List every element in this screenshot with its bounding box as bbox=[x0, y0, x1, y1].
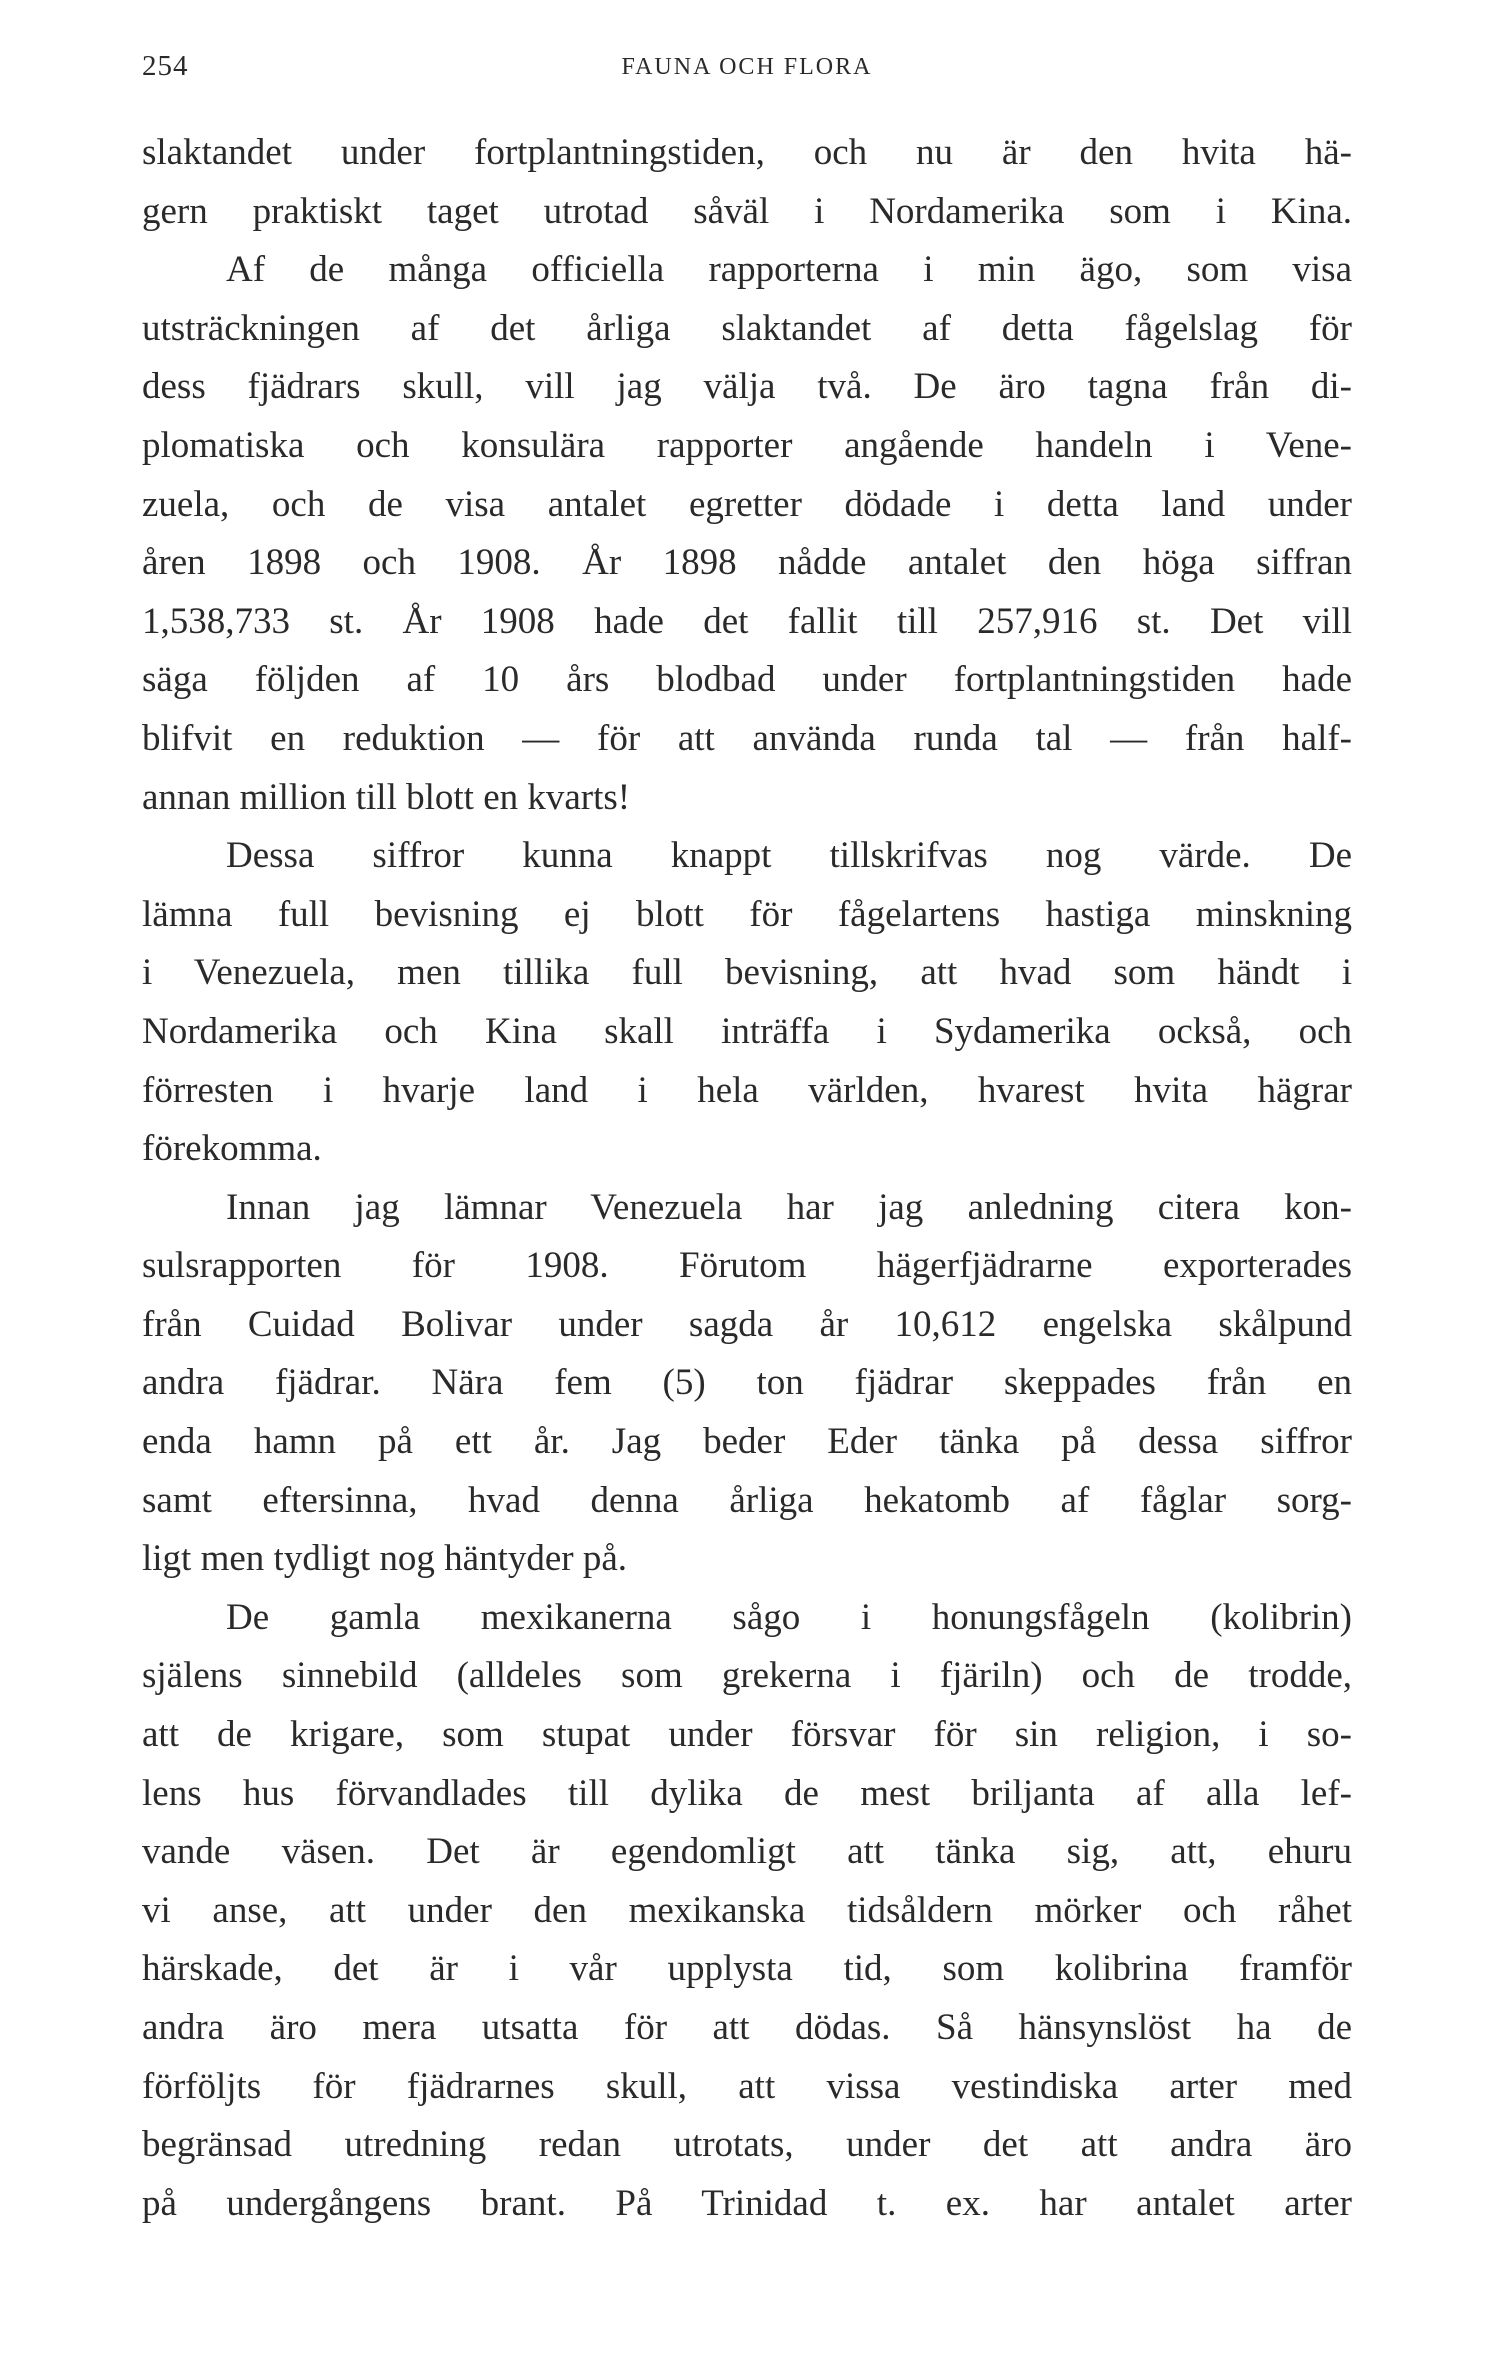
text-line: dess fjädrars skull, vill jag välja två. De äro tagna från di- bbox=[142, 366, 1352, 408]
text-line: utsträckningen af det årliga slaktandet af detta fågelslag för bbox=[142, 307, 1352, 349]
text-line: De gamla mexikanerna sågo i honungsfågeln (kolibrin) bbox=[226, 1596, 1352, 1638]
text-line: 1,538,733 st. År 1908 hade det fallit till 257,916 st. Det vill bbox=[142, 600, 1352, 642]
text-line: plomatiska och konsulära rapporter angående handeln i Vene- bbox=[142, 424, 1352, 466]
text-line: Innan jag lämnar Venezuela har jag anledning citera kon- bbox=[226, 1186, 1352, 1228]
text-line: åren 1898 och 1908. År 1898 nådde antalet den höga siffran bbox=[142, 542, 1352, 584]
text-line: gern praktiskt taget utrotad såväl i Nordamerika som i Kina. bbox=[142, 190, 1352, 232]
text-line: andra äro mera utsatta för att dödas. Så hänsynslöst ha de bbox=[142, 2007, 1352, 2048]
text-line: säga följden af 10 års blodbad under fortplantningstiden hade bbox=[142, 659, 1352, 701]
text-line: annan million till blott en kvarts! bbox=[142, 776, 631, 818]
text-line: att de krigare, som stupat under försvar för sin religion, i so- bbox=[142, 1714, 1352, 1756]
text-line: ligt men tydligt nog häntyder på. bbox=[142, 1538, 628, 1580]
text-line: själens sinnebild (alldeles som grekerna i fjäriln) och de trodde, bbox=[142, 1655, 1352, 1697]
text-line: från Cuidad Bolivar under sagda år 10,612 engelska skålpund bbox=[142, 1303, 1352, 1345]
text-line: lens hus förvandlades till dylika de mest briljanta af alla lef- bbox=[142, 1772, 1352, 1814]
text-line: sulsrapporten för 1908. Förutom hägerfjädrarne exporterades bbox=[142, 1245, 1352, 1287]
text-line: Dessa siffror kunna knappt tillskrifvas nog värde. De bbox=[226, 835, 1352, 877]
text-line: zuela, och de visa antalet egretter dödade i detta land under bbox=[142, 483, 1352, 525]
text-line: enda hamn på ett år. Jag beder Eder tänka på dessa siffror bbox=[142, 1421, 1352, 1463]
text-line: samt eftersinna, hvad denna årliga hekatomb af fåglar sorg- bbox=[142, 1479, 1352, 1521]
text-line: förföljts för fjädrarnes skull, att vissa vestindiska arter med bbox=[142, 2065, 1352, 2107]
page-number: 254 bbox=[142, 50, 189, 82]
page-header bbox=[142, 50, 1352, 90]
text-line: härskade, det är i vår upplysta tid, som kolibrina framför bbox=[142, 1948, 1352, 1990]
text-line: Nordamerika och Kina skall inträffa i Sydamerika också, och bbox=[142, 1010, 1352, 1052]
text-line: i Venezuela, men tillika full bevisning, att hvad som händt i bbox=[142, 952, 1352, 994]
text-line: begränsad utredning redan utrotats, under det att andra äro bbox=[142, 2124, 1352, 2166]
text-line: andra fjädrar. Nära fem (5) ton fjädrar skeppades från en bbox=[142, 1362, 1352, 1404]
text-line: blifvit en reduktion — för att använda runda tal — från half- bbox=[142, 717, 1352, 759]
text-line: förresten i hvarje land i hela världen, hvarest hvita hägrar bbox=[142, 1069, 1352, 1111]
text-line: vande väsen. Det är egendomligt att tänka sig, att, ehuru bbox=[142, 1831, 1352, 1873]
body-text bbox=[142, 124, 1352, 2233]
running-head: FAUNA OCH FLORA bbox=[621, 54, 873, 80]
text-line: förekomma. bbox=[142, 1128, 322, 1170]
text-line: Af de många officiella rapporterna i min ägo, som visa bbox=[226, 249, 1352, 291]
text-line: slaktandet under fortplantningstiden, och nu är den hvita hä- bbox=[142, 132, 1352, 173]
text-line: på undergångens brant. På Trinidad t. ex. har antalet arter bbox=[142, 2182, 1352, 2224]
text-line: lämna full bevisning ej blott för fågelartens hastiga minskning bbox=[142, 893, 1352, 935]
text-line: vi anse, att under den mexikanska tidsåldern mörker och råhet bbox=[142, 1889, 1352, 1931]
